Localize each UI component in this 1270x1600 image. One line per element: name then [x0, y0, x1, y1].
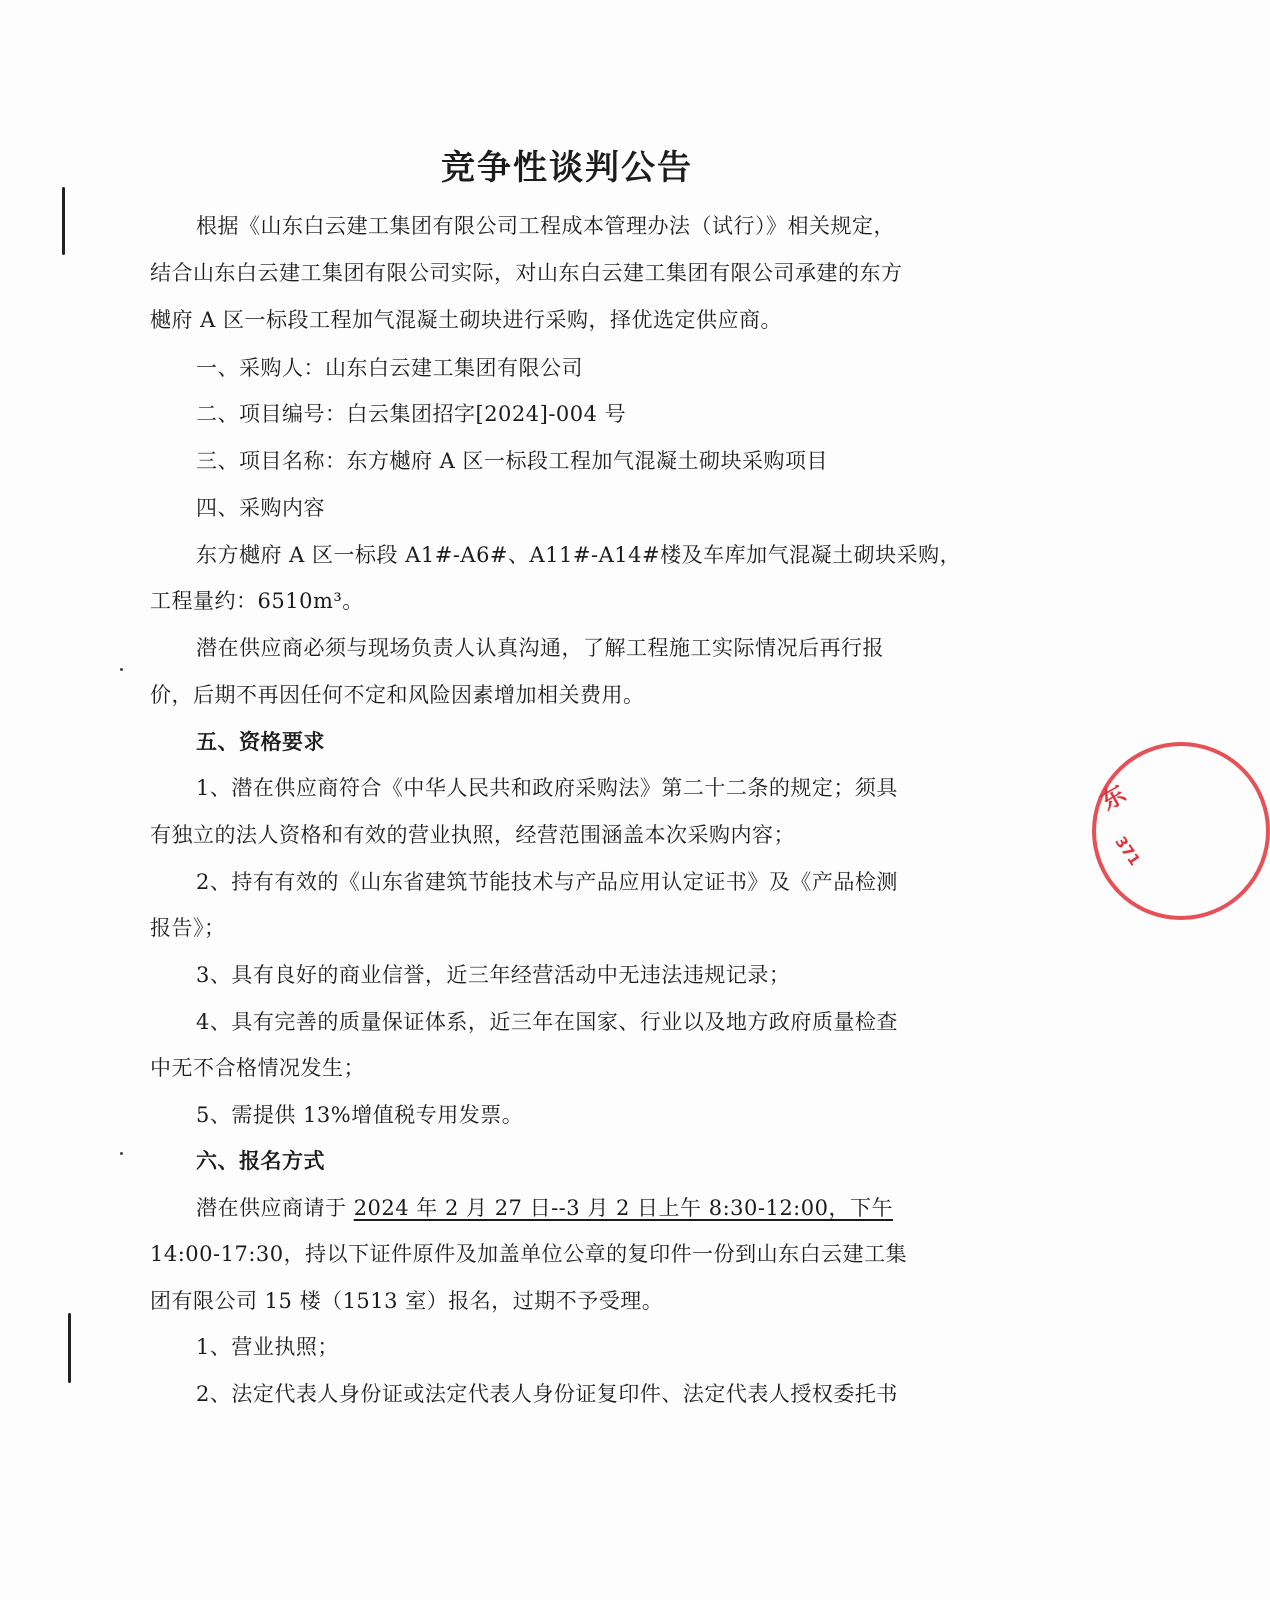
content-line-2: 工程量约：6510m³。 [150, 589, 364, 613]
intro-line-2: 结合山东白云建工集团有限公司实际，对山东白云建工集团有限公司承建的东方 [150, 261, 903, 285]
scan-binding-mark [62, 187, 65, 255]
requirement-4-line-2: 中无不合格情况发生； [150, 1056, 365, 1080]
requirement-1-line-1: 1、潜在供应商符合《中华人民共和政府采购法》第二十二条的规定；须具 [196, 776, 898, 800]
scan-binding-mark [68, 1313, 71, 1383]
intro-line-3: 樾府 A 区一标段工程加气混凝土砌块进行采购，择优选定供应商。 [150, 308, 783, 332]
requirement-4-line-1: 4、具有完善的质量保证体系，近三年在国家、行业以及地方政府质量检查 [196, 1010, 898, 1034]
registration-line-1 [196, 1192, 996, 1222]
intro-line-1: 根据《山东白云建工集团有限公司工程成本管理办法（试行）》相关规定， [196, 214, 895, 238]
document-item-2: 2、法定代表人身份证或法定代表人身份证复印件、法定代表人授权委托书 [196, 1382, 898, 1406]
project-name-line: 三、项目名称：东方樾府 A 区一标段工程加气混凝土砌块采购项目 [196, 449, 829, 473]
registration-line-2: 14:00-17:30，持以下证件原件及加盖单位公章的复印件一份到山东白云建工集 [150, 1242, 908, 1266]
section-heading-registration: 六、报名方式 [196, 1148, 325, 1173]
company-seal [1092, 742, 1270, 920]
requirement-2-line-1: 2、持有有效的《山东省建筑节能技术与产品应用认定证书》及《产品检测 [196, 870, 898, 894]
requirement-3: 3、具有良好的商业信誉，近三年经营活动中无违法违规记录； [196, 963, 791, 987]
scan-speck [120, 1152, 123, 1155]
section-heading-qualification: 五、资格要求 [196, 729, 325, 754]
requirement-5: 5、需提供 13%增值税专用发票。 [196, 1103, 524, 1127]
scan-speck [120, 668, 123, 671]
content-line-1: 东方樾府 A 区一标段 A1#-A6#、A11#-A14#楼及车库加气混凝土砌块采购， [196, 543, 962, 567]
seal-code: 371 [1111, 833, 1145, 869]
requirement-2-line-2: 报告》； [150, 916, 226, 940]
registration-time: 2024 年 2 月 27 日--3 月 2 日上午 8:30-12:00，下午 [353, 1196, 893, 1220]
requirement-1-line-2: 有独立的法人资格和有效的营业执照，经营范围涵盖本次采购内容； [150, 823, 795, 847]
registration-prefix: 潜在供应商请于 [196, 1196, 354, 1220]
page-title: 竞争性谈判公告 [441, 148, 693, 188]
registration-line-3: 团有限公司 15 楼（1513 室）报名，过期不予受理。 [150, 1289, 664, 1313]
content-note-line-2: 价，后期不再因任何不定和风险因素增加相关费用。 [150, 683, 645, 707]
project-number-line: 二、项目编号：白云集团招字[2024]-004 号 [196, 402, 627, 426]
content-note-line-1: 潜在供应商必须与现场负责人认真沟通，了解工程施工实际情况后再行报 [196, 636, 884, 660]
section-heading-content: 四、采购内容 [196, 496, 325, 520]
document-item-1: 1、营业执照； [196, 1335, 339, 1359]
purchaser-line: 一、采购人：山东白云建工集团有限公司 [196, 356, 583, 380]
seal-char: 东 [1095, 779, 1131, 816]
